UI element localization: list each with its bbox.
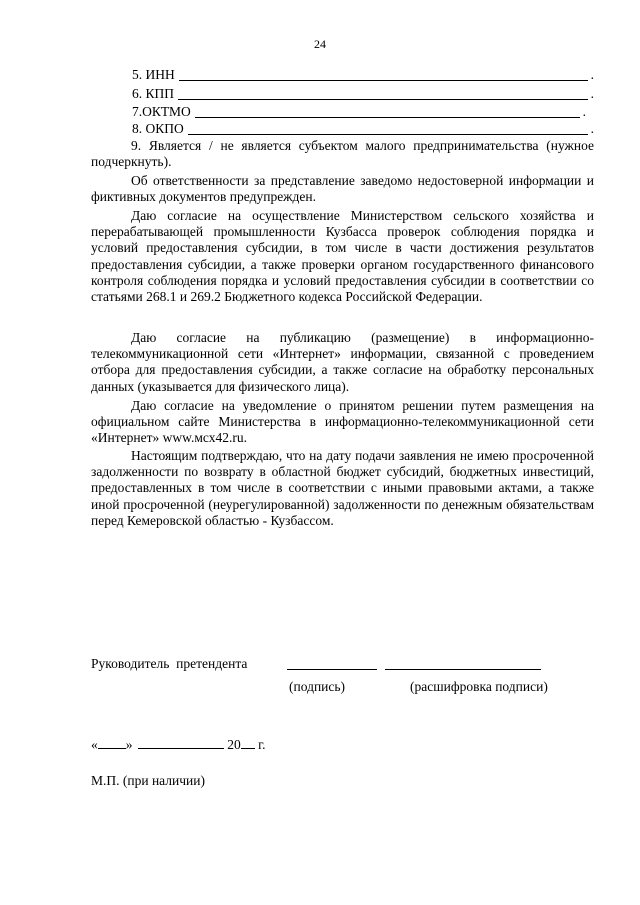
field-inn-label: 5. ИНН: [132, 67, 175, 82]
field-okpo-end: .: [590, 121, 594, 136]
signature-caption: (подпись): [289, 679, 346, 694]
date-close-quote: »: [125, 737, 133, 752]
signature-decoding-blank[interactable]: [385, 669, 541, 670]
field-oktmo-blank[interactable]: [195, 117, 580, 118]
date-month-blank[interactable]: [138, 736, 224, 749]
date-year-blank[interactable]: [241, 736, 255, 749]
date-line: [91, 736, 266, 753]
field-oktmo[interactable]: [132, 104, 594, 120]
paragraph-responsibility: Об ответственности за представление заведомо недостоверной информации и фиктивных документов предупрежден.: [91, 173, 594, 205]
page-number: 24: [314, 37, 326, 51]
paragraph-consent-notification: Даю согласие на уведомление о принятом решении путем размещения на официальном сайте Министерства в информационно-телекоммуникационной сети «Интернет» www.мсх42.ru.: [91, 398, 594, 446]
field-kpp-end: .: [590, 86, 594, 101]
stamp-note: М.П. (при наличии): [91, 773, 205, 788]
signature-decoding-caption: (расшифровка подписи): [410, 679, 548, 694]
field-kpp[interactable]: [132, 86, 594, 102]
field-inn[interactable]: [132, 67, 594, 83]
field-inn-blank[interactable]: [179, 80, 588, 81]
field-kpp-label: 6. КПП: [132, 86, 175, 101]
field-oktmo-end: .: [582, 104, 586, 119]
date-open-quote: «: [91, 737, 98, 752]
paragraph-consent-inspections: Даю согласие на осуществление Министерством сельского хозяйства и перерабатывающей промышленности Кузбасса проверок соблюдения порядка и условий предоставления субсидии, в том числе в части достижения результатов предоставления субсидии, а также проверки органом государственного финансового контроля соблюдения порядка и условий предоставления субсидии в соответствии со статьями 268.1 и 269.2 Бюджетного кодекса Российской Федерации.: [91, 208, 594, 305]
field-okpo[interactable]: [132, 121, 594, 137]
field-oktmo-label: 7.ОКТМО: [132, 104, 191, 119]
field-okpo-label: 8. ОКПО: [132, 121, 184, 136]
paragraph-consent-publication: Даю согласие на публикацию (размещение) в информационно-телекоммуникационной сети «Интернет» информации, связанной с проведением отбора для предоставления субсидии, а также согласие на обработку персональных данных (указывается для физического лица).: [91, 330, 594, 394]
signature-blank[interactable]: [287, 669, 377, 670]
field-kpp-blank[interactable]: [178, 99, 588, 100]
date-day-blank[interactable]: [98, 736, 126, 749]
paragraph-small-business: 9. Является / не является субъектом малого предпринимательства (нужное подчеркнуть).: [91, 138, 594, 170]
field-inn-end: .: [590, 67, 594, 82]
field-okpo-blank[interactable]: [188, 134, 588, 135]
date-year-prefix: 20: [227, 737, 241, 752]
signature-label: Руководитель претендента: [91, 656, 248, 671]
date-year-suffix: г.: [254, 737, 266, 752]
paragraph-no-debt: Настоящим подтверждаю, что на дату подачи заявления не имею просроченной задолженности по возврату в областной бюджет субсидий, бюджетных инвестиций, предоставленных в том числе в соответствии с иными правовыми актами, а также иной просроченной (неурегулированной) задолженности по денежным обязательствам перед Кемеровской областью - Кузбассом.: [91, 448, 594, 528]
